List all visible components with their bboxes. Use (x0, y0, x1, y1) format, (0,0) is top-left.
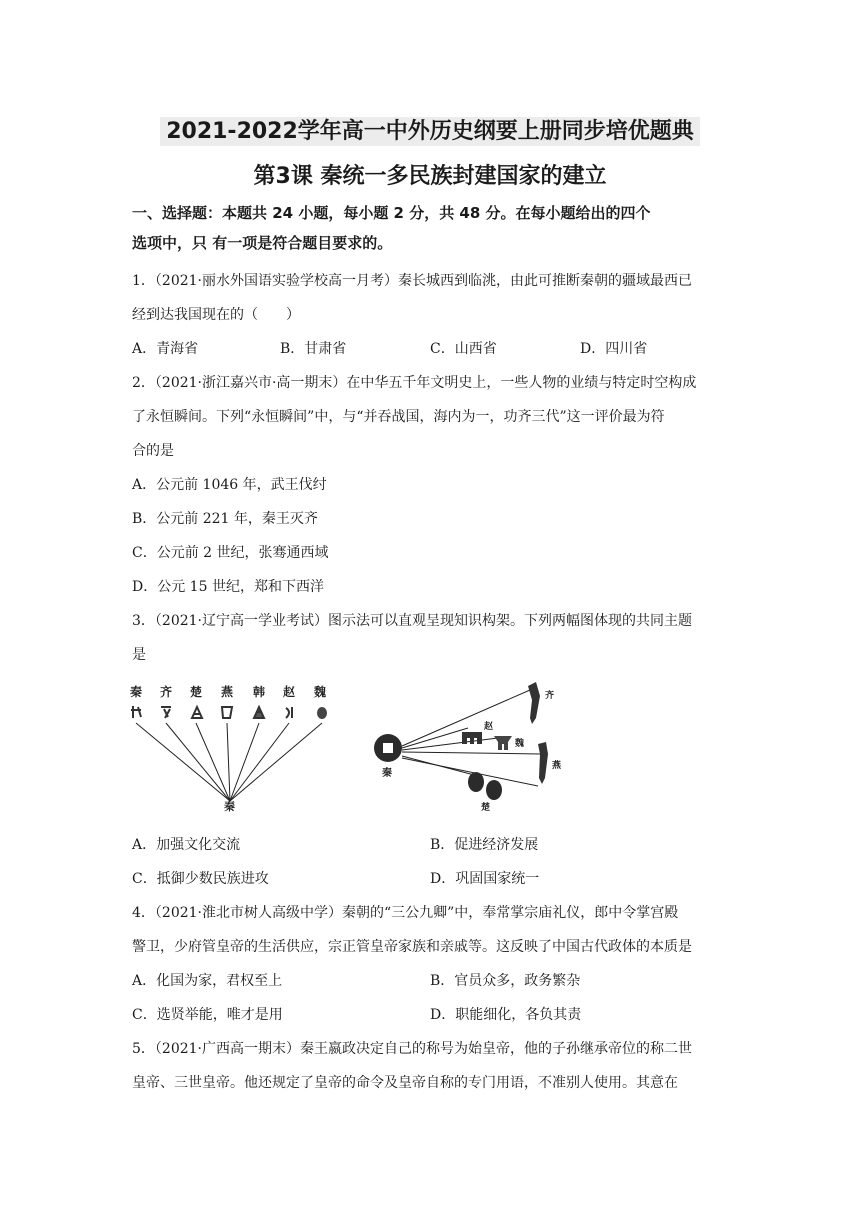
q3-line-1: 3．（2021·辽宁高一学业考试）图示法可以直观呈现知识构架。下列两幅图体现的共同主题 (132, 613, 692, 629)
character-unification-figure (128, 683, 338, 813)
figure2-center-label: 秦 (382, 768, 392, 779)
figure1-label-han: 韩 (253, 685, 266, 699)
figure1-bottom-label: 秦 (224, 800, 235, 813)
figure2-label-zhao: 赵 (484, 722, 494, 732)
figure1-label-chu: 楚 (190, 685, 203, 699)
q2-line-2: 了永恒瞬间。下列“永恒瞬间”中，与“并吞战国，海内为一，功齐三代”这一评价最为符 (132, 409, 665, 425)
q3-option-d[interactable]: D．巩固国家统一 (430, 871, 540, 887)
q4-option-d[interactable]: D．职能细化，各负其责 (430, 1007, 582, 1023)
figure1-label-qi: 齐 (160, 685, 173, 699)
q2-line-3: 合的是 (132, 443, 174, 459)
q2-option-d[interactable]: D．公元 15 世纪，郑和下西洋 (132, 579, 324, 595)
spade-coin-zhao (462, 732, 482, 744)
q3-line-2: 是 (132, 647, 146, 663)
q1-option-d[interactable]: D．四川省 (580, 341, 648, 357)
q1-option-a[interactable]: A．青海省 (132, 341, 199, 357)
knife-coin-qi (528, 682, 540, 724)
lesson-title: 第3课 秦统一多民族封建国家的建立 (253, 164, 607, 189)
figure1-label-wei: 魏 (314, 685, 327, 699)
figure1-label-zhao: 赵 (283, 685, 296, 699)
q1-line-2: 经到达我国现在的（ ） (132, 307, 300, 323)
section-line-1: 一、选择题：本题共 24 小题，每小题 2 分，共 48 分。在每小题给出的四个 (132, 204, 651, 222)
q5-line-1: 5．（2021·广西高一期末）秦王嬴政决定自己的称号为始皇帝，他的子孙继承帝位的称二世 (132, 1041, 692, 1057)
section-heading (132, 198, 732, 258)
q1-option-c[interactable]: C．山西省 (430, 341, 497, 357)
q4-option-c[interactable]: C．选贤举能，唯才是用 (132, 1007, 283, 1023)
ant-nose-coin-chu (468, 772, 502, 800)
q1-line-1: 1．（2021·丽水外国语实验学校高一月考）秦长城西到临洮，由此可推断秦朝的疆域最西已 (132, 273, 692, 289)
section-line-2: 选项中，只 有一项是符合题目要求的。 (132, 234, 393, 252)
q4-option-a[interactable]: A．化国为家，君权至上 (132, 973, 283, 989)
q2-option-b[interactable]: B．公元前 221 年，秦王灭齐 (132, 511, 318, 527)
q4-line-1: 4．（2021·淮北市树人高级中学）秦朝的“三公九卿”中，奉常掌宗庙礼仪，郎中令掌宫殿 (132, 905, 679, 921)
q5-line-2: 皇帝、三世皇帝。他还规定了皇帝的命令及皇帝自称的专门用语，不准别人使用。其意在 (132, 1075, 678, 1091)
q2-line-1: 2．（2021·浙江嘉兴市·高一期末）在中华五千年文明史上，一些人物的业绩与特定时空构成 (132, 375, 697, 391)
q4-line-2: 警卫，少府管皇帝的生活供应，宗正管皇帝家族和亲戚等。这反映了中国古代政体的本质是 (132, 939, 692, 955)
currency-unification-figure (348, 676, 568, 816)
q4-option-b[interactable]: B．官员众多，政务繁杂 (430, 973, 581, 989)
spade-coin-wei (494, 736, 512, 750)
q3-option-c[interactable]: C．抵御少数民族进攻 (132, 871, 269, 887)
connector-lines (136, 723, 322, 801)
figure2-label-yan: 燕 (552, 761, 562, 771)
figure2-label-qi: 齐 (545, 691, 555, 701)
q3-option-b[interactable]: B．促进经济发展 (430, 837, 539, 853)
q1-option-b[interactable]: B．甘肃省 (280, 341, 347, 357)
document-title: 2021-2022学年高一中外历史纲要上册同步培优题典 (0, 114, 860, 145)
figure2-label-chu: 楚 (481, 803, 491, 813)
figure2-label-wei: 魏 (515, 739, 525, 749)
ancient-glyph-row (131, 706, 327, 719)
figure1-label-yan: 燕 (221, 685, 234, 699)
ban-liang-coin (374, 734, 402, 762)
q2-option-c[interactable]: C．公元前 2 世纪，张骞通西域 (132, 545, 329, 561)
q2-option-a[interactable]: A．公元前 1046 年，武王伐纣 (132, 477, 327, 493)
figure1-label-qin: 秦 (130, 685, 143, 699)
knife-coin-yan (538, 742, 548, 784)
q3-option-a[interactable]: A．加强文化交流 (132, 837, 241, 853)
